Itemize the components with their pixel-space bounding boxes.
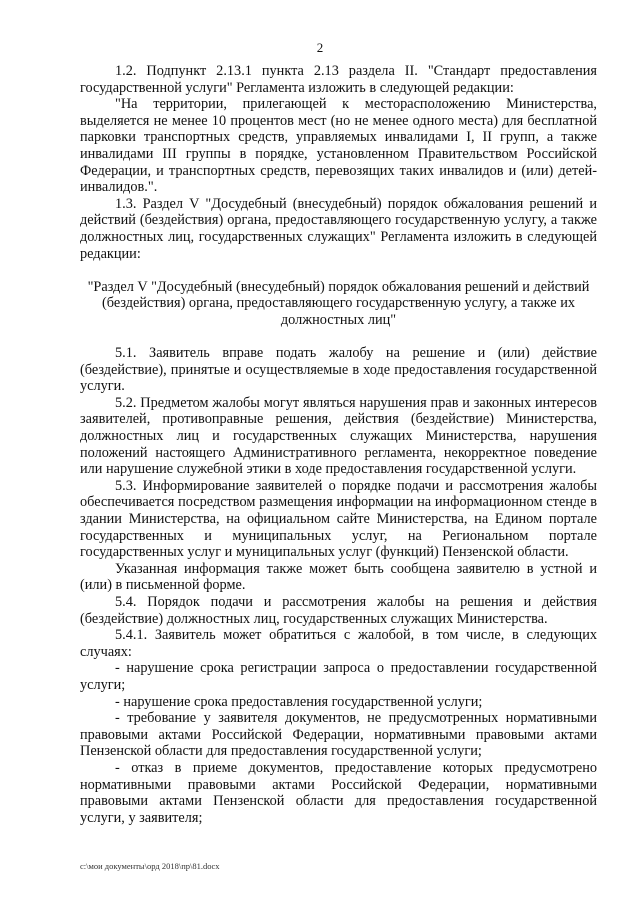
paragraph-5-4-1: 5.4.1. Заявитель может обратиться с жалобой, в том числе, в следующих случаях: bbox=[80, 627, 597, 660]
list-item: - нарушение срока предоставления государственной услуги; bbox=[115, 693, 483, 710]
section-v-heading: "Раздел V "Досудебный (внесудебный) порядок обжалования решений и действий (бездействия) органа, предоставляющего государственную услугу, а также их должностных лиц" bbox=[87, 278, 590, 328]
paragraph-1-3: 1.3. Раздел V "Досудебный (внесудебный) порядок обжалования решений и действий (бездействия) органа, предоставляющего государственную услугу, а также должностных лиц, государственных служащих" Регламента изложить в следующей редакции: bbox=[80, 195, 597, 262]
list-item: - нарушение срока регистрации запроса о предоставлении государственной услуги; bbox=[80, 660, 597, 693]
document-body bbox=[80, 63, 597, 826]
paragraph-1-2: 1.2. Подпункт 2.13.1 пункта 2.13 раздела II. "Стандарт предоставления государственной услуги" Регламента изложить в следующей редакции: bbox=[80, 63, 597, 96]
paragraph-5-1: 5.1. Заявитель вправе подать жалобу на решение и (или) действие (бездействие), принятые и осуществляемые в ходе предоставления государственной услуги. bbox=[80, 345, 597, 395]
list-item: - требование у заявителя документов, не предусмотренных нормативными правовыми актами Российской Федерации, нормативными правовыми актами Пензенской области для предоставления государственной услуги; bbox=[80, 710, 597, 760]
page-number: 2 bbox=[316, 40, 324, 55]
footer-file-path: c:\мои документы\орд 2018\пр\81.docx bbox=[80, 861, 220, 871]
list-item: - отказ в приеме документов, предоставление которых предусмотрено нормативными правовыми актами Российской Федерации, нормативными правовыми актами Пензенской области для предоставления государственной услуги, у заявителя; bbox=[80, 759, 597, 826]
paragraph-5-2: 5.2. Предметом жалобы могут являться нарушения прав и законных интересов заявителей, противоправные решения, действия (бездействие) Министерства, должностных лиц и государственных служащих Министерства, нарушения положений настоящего Административного регламента, некорректное поведение или нарушение служебной этики в ходе предоставления государственной услуги. bbox=[80, 394, 597, 478]
paragraph-5-4: 5.4. Порядок подачи и рассмотрения жалобы на решения и действия (бездействие) должностных лиц, государственных служащих Министерства. bbox=[80, 594, 597, 627]
paragraph-parking-quote: "На территории, прилегающей к месторасположению Министерства, выделяется не менее 10 процентов мест (но не менее одного места) для бесплатной парковки транспортных средств, управляемых инвалидами I, II групп, а также инвалидами III группы в порядке, установленном Правительством Российской Федерации, и транспортных средств, перевозящих таких инвалидов и (или) детей-инвалидов.". bbox=[80, 96, 597, 196]
paragraph-5-3: 5.3. Информирование заявителей о порядке подачи и рассмотрения жалобы обеспечивается посредством размещения информации на информационном стенде в здании Министерства, на официальном сайте Министерства, на Едином портале государственных и муниципальных услуг, на Региональном портале государственных услуг и муниципальных услуг (функций) Пензенской области. bbox=[80, 477, 597, 561]
paragraph-info-oral: Указанная информация также может быть сообщена заявителю в устной и (или) в письменной форме. bbox=[80, 560, 597, 594]
